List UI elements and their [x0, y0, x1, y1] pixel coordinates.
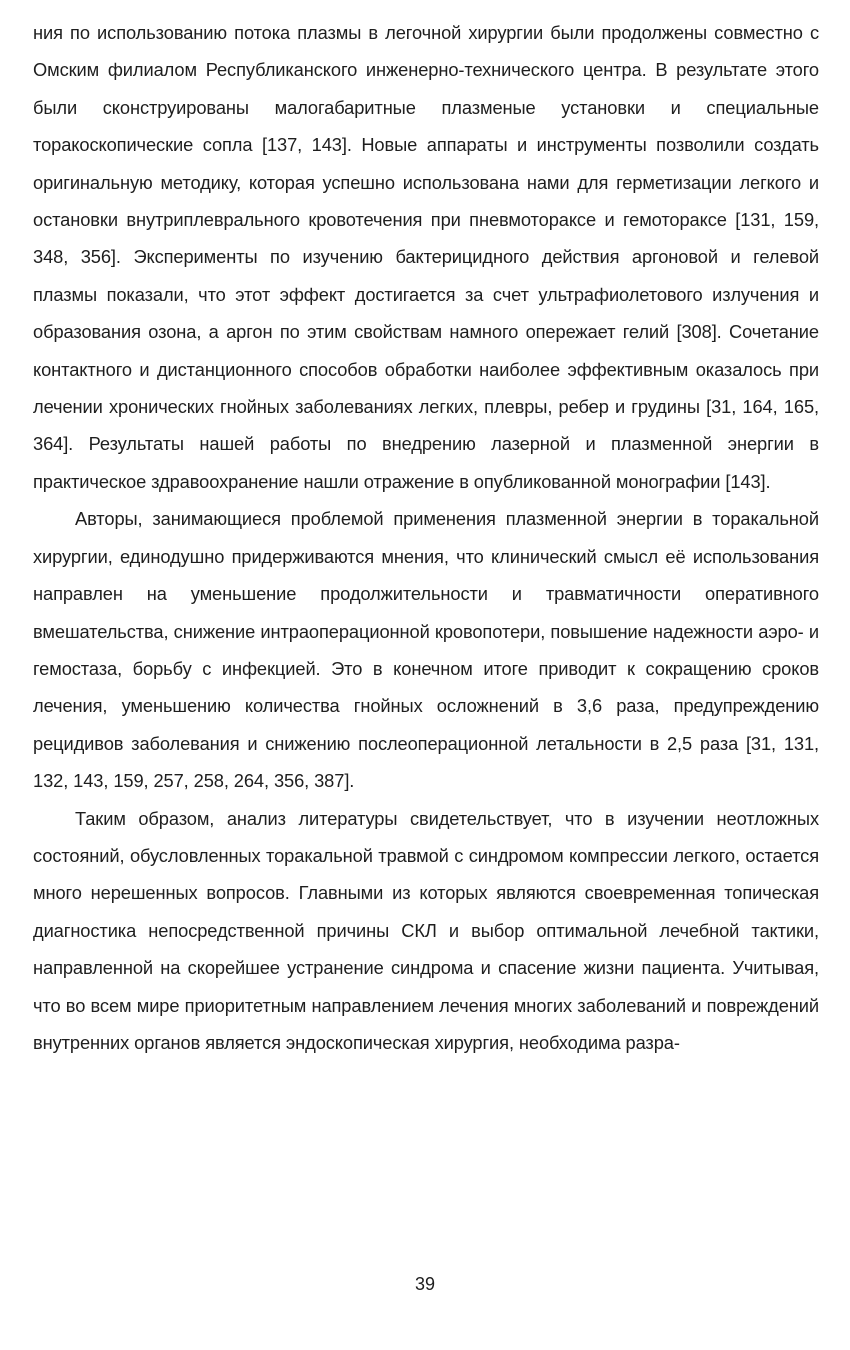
body-text [33, 14, 819, 1061]
paragraph-plasma-energy: Авторы, занимающиеся проблемой применения плазменной энергии в торакальной хирургии, единодушно придерживаются мнения, что клинический смысл её использования направлен на уменьшение продолжительности и травматичности оперативного вмешательства, снижение интраоперационной кровопотери, повышение надежности аэро- и гемостаза, борьбу с инфекцией. Это в конечном итоге приводит к сокращению сроков лечения, уменьшению количества гнойных осложнений в 3,6 раза, предупреждению рецидивов заболевания и снижению послеоперационной летальности в 2,5 раза [31, 131, 132, 143, 159, 257, 258, 264, 356, 387]. [33, 508, 819, 792]
paragraph-conclusion: Таким образом, анализ литературы свидетельствует, что в изучении неотложных состояний, обусловленных торакальной травмой с синдромом компрессии легкого, остается много нерешенных вопросов. Главными из которых являются своевременная топическая диагностика непосредственной причины СКЛ и выбор оптимальной лечебной тактики, направленной на скорейшее устранение синдрома и спасение жизни пациента. Учитывая, что во всем мире приоритетным направлением лечения многих заболеваний и повреждений внутренних органов является эндоскопическая хирургия, необходима разра- [33, 807, 819, 1053]
paragraph-continued: ния по использованию потока плазмы в легочной хирургии были продолжены совместно с Омским филиалом Республиканского инженерно-технического центра. В результате этого были сконструированы малогабаритные плазменые установки и специальные торакоскопические сопла [137, 143]. Новые аппараты и инструменты позволили создать оригинальную методику, которая успешно использована нами для герметизации легкого и остановки внутриплеврального кровотечения при пневмотораксе и гемотораксе [131, 159, 348, 356]. Эксперименты по изучению бактерицидного действия аргоновой и гелевой плазмы показали, что этот эффект достигается за счет ультрафиолетового излучения и образования озона, а аргон по этим свойствам намного опережает гелий [308]. Сочетание контактного и дистанционного способов обработки наиболее эффективным оказалось при лечении хронических гнойных заболеваниях легких, плевры, ребер и грудины [31, 164, 165, 364]. Результаты нашей работы по внедрению лазерной и плазменной энергии в практическое здравоохранение нашли отражение в опубликованной монографии [143]. [33, 22, 819, 492]
page-number: 39 [414, 1274, 436, 1294]
